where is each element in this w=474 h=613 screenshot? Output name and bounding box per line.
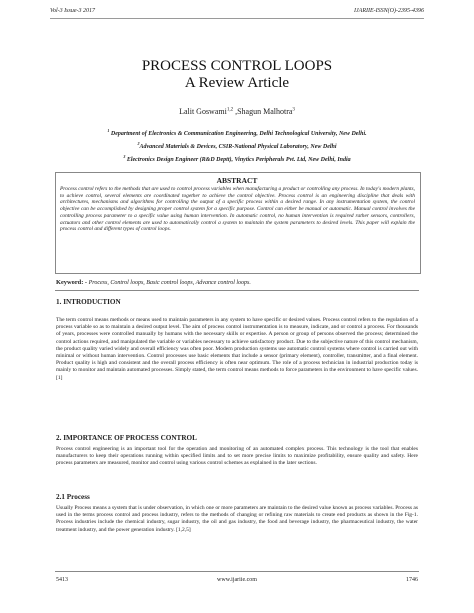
keywords-line xyxy=(56,279,420,286)
affiliation-2-marker: 2 xyxy=(137,141,140,146)
header-volume: Vol-3 Issue-3 2017 xyxy=(50,8,95,14)
abstract-text: Process control refers to the methods that are used to control process variables when manufacturing a product or controlling any process. In today's modern plants, to achieve control, several elements are coordinated together to achieve the control objective. Process control is an engineering discipline that deals with architectures, mechanisms and algorithms for controlling the output of a specific process within a desired range. In any instrumentation system, the control objective can be accomplished by designing proper control system for a specific purpose. Control can either be manual or automatic. Manual control involves the controlling process parameter to a specific value using human intervention. In automatic control, no human intervention is required rather sensors, controllers, actuators and other control elements are used to automatically control a system to maintain the system parameters to desired levels. This paper will explain the process control and different types of control loops. xyxy=(60,186,415,233)
footer-rule xyxy=(55,571,419,572)
author-1-affil-marker: 1,2 xyxy=(226,107,234,113)
header-rule xyxy=(50,18,424,19)
author-separator: , xyxy=(233,107,238,116)
affiliation-2-text: Advanced Materials & Devices, CSIR-National Physical Laboratory, New Delhi xyxy=(139,144,337,150)
section-2-1-text: Usually Process means a system that is under observation, in which one or more parameters are maintain to the desired value known as process variables. Process as used in the terms process control and process industry, refers to the methods of changing or refining raw materials to create end products as shown in the Fig-1. Process industries include the chemical industry, sugar industry, the oil and gas industry, the food and beverage industry, the pharmaceutical industry, the water treatment industry, and the power generation industry. [1,2,5] xyxy=(56,505,418,533)
paper-subtitle: A Review Article xyxy=(184,75,290,91)
affiliation-1-marker: 1 xyxy=(107,128,110,133)
affiliation-1-text: Department of Electronics & Communication Engineering, Delhi Technological University, New Delhi. xyxy=(109,131,367,137)
page-footer xyxy=(56,577,418,583)
footer-page-id: 5413 xyxy=(56,577,68,583)
header-issn: IJARIIE-ISSN(O)-2395-4396 xyxy=(354,8,424,14)
affiliation-3-text: Electronics Design Engineer (R&D Deptt), Vinytics Peripherals Pvt. Ltd, New Delhi, India xyxy=(125,157,351,163)
keywords-text: Process, Control loops, Basic control loops, Advance control loops. xyxy=(87,280,251,286)
section-2-1-heading: 2.1 Process xyxy=(56,493,90,501)
author-1-name: Lalit Goswami xyxy=(179,107,227,116)
author-2-name: Shagun Malhotra xyxy=(237,107,293,116)
section-2-text: Process control engineering is an important tool for the operation and monitoring of an automated complex process. This technology is the tool that enables manufacturers to keep their operations running within specified limits and to set more precise limits to maximize profitability, ensure quality and safety. Here process parameters are measured, monitor and control using various control schemes as explained in the later sections. xyxy=(56,446,418,467)
affiliation-3 xyxy=(50,152,424,165)
footer-page-number: 1746 xyxy=(406,577,418,583)
section-1-heading: 1. INTRODUCTION xyxy=(56,298,121,306)
paper-title: PROCESS CONTROL LOOPS xyxy=(141,58,333,74)
footer-website: www.ijariie.com xyxy=(217,577,257,583)
affiliation-1 xyxy=(50,126,424,139)
running-header xyxy=(50,8,424,14)
section-2-heading: 2. IMPORTANCE OF PROCESS CONTROL xyxy=(56,434,197,442)
abstract-heading: ABSTRACT xyxy=(216,176,258,185)
affiliation-2 xyxy=(50,139,424,152)
section-1-text: The term control means methods or means used to maintain parameters in any system to have specific or desired values. Process control refers to the regulation of a process variable so as to maintain a desired output level. The aim of process control instrumentation is to measure, indicate, and or control a process. For thousands of years, processes were controlled manually by humans with the necessary skills or expertise. A person or group of persons observed the process; determined the control actions required, and manipulated the variable or variables necessary to achieve satisfactory product. Due to the subjective nature of this control mechanism, the product quality varied widely and overall efficiency was often poor. Modern production systems use automatic control systems where control is carried out with minimal or without human intervention. Control processes use basic elements that include a sensor (primary element), controller, transmitter, and a final element. Product quality is high and consistent and the overall process efficiency is often near optimum. The role of a process technician in industrial production today is mainly to monitor and maintain automated processes. Simply stated, the term control means methods to force parameters in the environment to have specific values. [1] xyxy=(56,317,418,381)
author-line xyxy=(0,107,474,116)
author-2-affil-marker: 3 xyxy=(292,107,295,113)
affiliation-3-marker: 3 xyxy=(123,154,126,159)
keywords-label: Keyword: - xyxy=(56,279,88,286)
keywords-rule xyxy=(55,290,419,291)
affiliations xyxy=(50,126,424,165)
